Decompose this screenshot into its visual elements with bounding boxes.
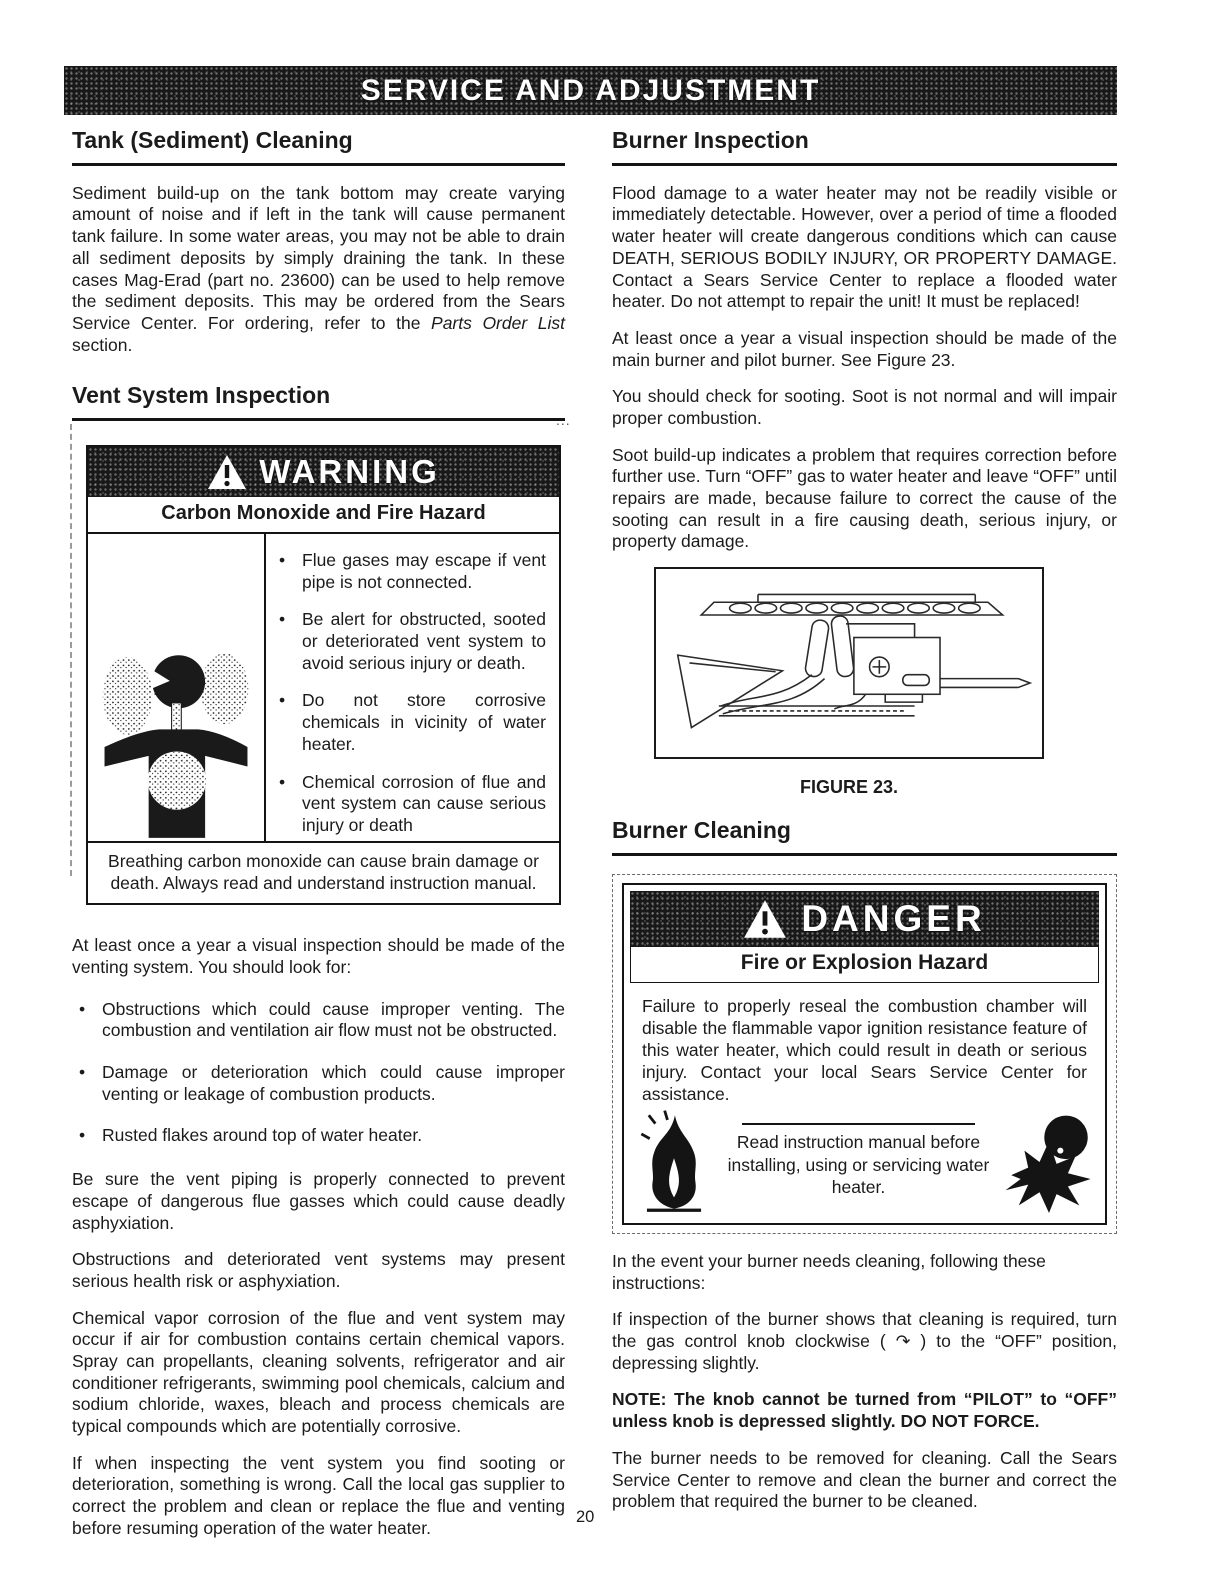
banner-title: SERVICE AND ADJUSTMENT: [360, 73, 821, 107]
paragraph-text: Sediment build-up on the tank bottom may create varying amount of noise and if left in the tank will cause permanent tank failure. In some water areas, you may not be able to drain all sediment deposits by simply draining the tank. In these cases Mag-Erad (part no. 23600) can be used to help remove the sediment deposits. This may be ordered from the Sears Service Center. For ordering, refer to the: [72, 182, 565, 333]
paragraph: At least once a year a visual inspection should be made of the main burner and pilot burner. See Figure 23.: [612, 327, 1117, 370]
section-title-tank-cleaning: Tank (Sediment) Cleaning: [72, 128, 565, 166]
danger-triangle-icon: [743, 899, 787, 939]
danger-title: DANGER: [801, 897, 986, 939]
figure-23-box: [654, 567, 1044, 759]
paragraph: The burner needs to be removed for cleaning. Call the Sears Service Center to remove and clean the burner and correct the problem that required the burner to be cleaned.: [612, 1447, 1117, 1512]
bullet-text: Rusted flakes around top of water heater.: [102, 1125, 423, 1146]
danger-note-wrap: [716, 1123, 1001, 1198]
paragraph-text: section.: [72, 334, 133, 355]
bullet-dot: •: [279, 690, 286, 711]
danger-hazard-title: Fire or Explosion Hazard: [630, 947, 1099, 983]
warning-bullet: [272, 772, 546, 837]
warning-bullet: [272, 609, 546, 674]
paragraph: At least once a year a visual inspection should be made of the venting system. You should look for:: [72, 935, 565, 978]
figure-23-caption: FIGURE 23.: [799, 777, 899, 798]
section-title-burner-inspection: Burner Inspection: [612, 128, 1117, 166]
scan-artifact-dots: ...: [556, 412, 571, 428]
burner-assembly-figure: [656, 569, 1042, 753]
page-number: 20: [576, 1508, 595, 1526]
bullet-text: Be alert for obstructed, sooted or deteriorated vent system to avoid serious injury or death.: [302, 609, 546, 673]
warning-bullet-list: [266, 534, 559, 841]
paragraph: Flood damage to a water heater may not be readily visible or immediately detectable. However, over a period of time a flooded water heater will create dangerous conditions which can cause DEATH, SERIOUS BODILY INJURY, OR PROPERTY DAMAGE. Contact a Sears Service Center to replace a flooded water heater. Do not attempt to repair the unit! It must be replaced!: [612, 182, 1117, 312]
bullet-dot: •: [79, 998, 86, 1019]
paragraph: Be sure the vent piping is properly connected to prevent escape of dangerous flue gasses which could cause deadly asphyxiation.: [72, 1169, 565, 1233]
explosion-icon: [1001, 1109, 1097, 1213]
warning-box: [86, 445, 561, 905]
bullet-text: Obstructions which could cause improper venting. The combustion and ventilation air flow must not be obstructed.: [102, 998, 565, 1041]
paragraph: If when inspecting the vent system you find sooting or deterioration, something is wrong. Call the local gas supplier to correct the problem and clean or replace the flue and venting before resuming operation of the water heater.: [72, 1452, 565, 1538]
vent-bullet: [72, 1062, 565, 1105]
italic-reference: Parts Order List: [431, 312, 565, 333]
bullet-dot: •: [279, 771, 286, 792]
bullet-dot: •: [79, 1062, 86, 1083]
warning-header: [88, 447, 559, 497]
bullet-dot: •: [279, 550, 286, 570]
bullet-dot: •: [79, 1125, 86, 1146]
paragraph: [72, 183, 565, 357]
bullet-text: Chemical corrosion of flue and vent system can cause serious injury or death: [302, 771, 546, 835]
danger-box: [622, 883, 1107, 1225]
danger-footer: [630, 1105, 1099, 1223]
warning-title: WARNING: [259, 453, 440, 490]
left-column: [72, 128, 565, 1539]
danger-box-outer: [612, 874, 1117, 1234]
warning-triangle-icon: [207, 454, 247, 490]
section-title-burner-cleaning: Burner Cleaning: [612, 818, 1117, 856]
danger-read-note: Read instruction manual before installing, using or servicing water heater.: [727, 1132, 990, 1198]
carbon-monoxide-person-icon: [101, 631, 251, 841]
danger-header: [630, 891, 1099, 947]
vent-bullet: [72, 999, 565, 1042]
paragraph: Chemical vapor corrosion of the flue and vent system may occur if air for combustion contains certain chemical vapors. Spray can propellants, cleaning solvents, refrigerator and air conditioner refrigerants, swimming pool chemicals, calcium and sodium chloride, waxes, bleach and process chemicals are typical compounds which are potentially corrosive.: [72, 1307, 565, 1437]
paragraph: You should check for sooting. Soot is not normal and will impair proper combustion.: [612, 386, 1117, 428]
warning-bullet: [272, 690, 546, 755]
warning-figure-cell: [88, 534, 266, 841]
flame-icon: [632, 1109, 716, 1213]
warning-content: [88, 534, 559, 841]
bullet-dot: •: [279, 609, 286, 630]
bullet-text: Damage or deterioration which could cause improper venting or leakage of combustion products.: [102, 1062, 565, 1104]
paragraph: Soot build-up indicates a problem that requires correction before further use. Turn “OFF” gas to water heater and leave “OFF” until repairs are made, because failure to correct the cause of the sooting can result in a fire causing death, serious injury, or property damage.: [612, 444, 1117, 552]
bullet-text: Flue gases may escape if vent pipe is not connected.: [302, 550, 546, 592]
right-column: [612, 128, 1117, 1513]
vent-bullet: [72, 1125, 565, 1147]
figure-23: [654, 567, 1044, 798]
bullet-text: Do not store corrosive chemicals in vicinity of water heater.: [302, 690, 546, 754]
note-divider: [742, 1123, 976, 1125]
danger-body-text: Failure to properly reseal the combustion chamber will disable the flammable vapor ignition resistance feature of this water heater, which could result in death or serious injury. Contact your local Sears Service Center for assistance.: [642, 995, 1087, 1104]
section-title-vent-inspection: Vent System Inspection: [72, 383, 565, 421]
paragraph: Obstructions and deteriorated vent systems may present serious health risk or asphyxiation.: [72, 1249, 565, 1291]
warning-hazard-title: Carbon Monoxide and Fire Hazard: [88, 497, 559, 534]
warning-footer-note: Breathing carbon monoxide can cause brain damage or death. Always read and understand instruction manual.: [88, 841, 559, 904]
warning-bullet: [272, 550, 546, 593]
note-paragraph: NOTE: The knob cannot be turned from “PILOT” to “OFF” unless knob is depressed slightly. DO NOT FORCE.: [612, 1389, 1117, 1432]
paragraph: If inspection of the burner shows that cleaning is required, turn the gas control knob clockwise ( ↷ ) to the “OFF” position, depressing slightly.: [612, 1309, 1117, 1373]
section-banner: [64, 66, 1117, 115]
paragraph: In the event your burner needs cleaning, following these instructions:: [612, 1251, 1046, 1293]
